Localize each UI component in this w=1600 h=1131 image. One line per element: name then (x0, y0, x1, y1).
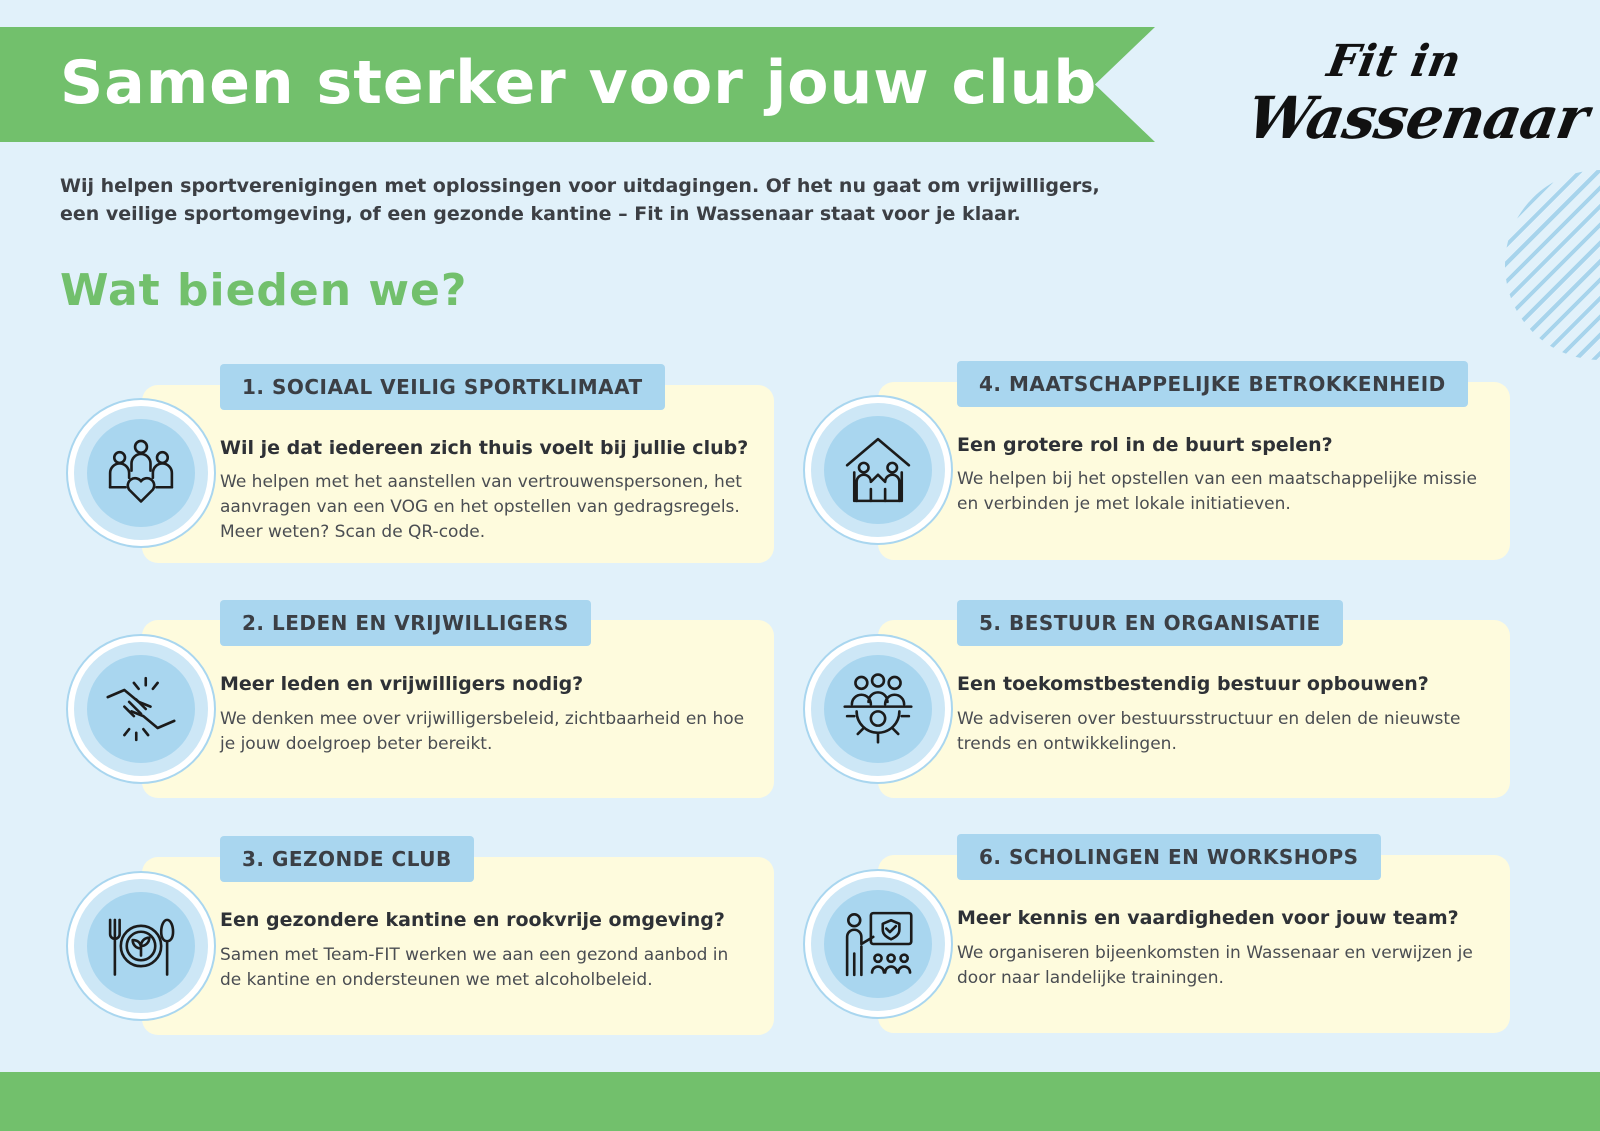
decorative-stripes (1505, 170, 1600, 360)
card-label-2: 2. LEDEN EN VRIJWILLIGERS (220, 600, 591, 646)
icon-badge-4 (803, 395, 953, 545)
card-text-4: We helpen bij het opstellen van een maatschappelijke missie en verbinden je met lokale initiatieven. (957, 469, 1477, 514)
card-label-3: 3. GEZONDE CLUB (220, 836, 474, 882)
card-label-4: 4. MAATSCHAPPELIJKE BETROKKENHEID (957, 361, 1468, 407)
card-text-5: We adviseren over bestuursstructuur en delen de nieuwste trends en ontwikkelingen. (957, 709, 1461, 754)
card-text-2: We denken mee over vrijwilligersbeleid, zichtbaarheid en hoe je jouw doelgroep beter bereikt. (220, 709, 745, 754)
team-gear-icon (840, 671, 916, 747)
section-heading: Wat bieden we? (60, 265, 468, 316)
icon-badge-6 (803, 869, 953, 1019)
card-label-5: 5. BESTUUR EN ORGANISATIE (957, 600, 1343, 646)
card-question-1: Wil je dat iedereen zich thuis voelt bij jullie club? (220, 437, 749, 459)
page-title: Samen sterker voor jouw club (60, 48, 1098, 118)
handshake-icon (103, 671, 179, 747)
icon-badge-5 (803, 634, 953, 784)
logo-line-1: Fit in (1323, 36, 1465, 87)
card-label-6: 6. SCHOLINGEN EN WORKSHOPS (957, 834, 1381, 880)
icon-badge-1 (66, 398, 216, 548)
community-heart-icon (103, 435, 179, 511)
card-question-5: Een toekomstbestendig bestuur opbouwen? (957, 673, 1429, 695)
card-label-1: 1. SOCIAAL VEILIG SPORTKLIMAAT (220, 364, 665, 410)
card-question-3: Een gezondere kantine en rookvrije omgeving? (220, 909, 725, 931)
fit-in-wassenaar-logo (1240, 28, 1593, 153)
footer-bar (0, 1072, 1600, 1131)
healthy-plate-icon (103, 908, 179, 984)
card-question-2: Meer leden en vrijwilligers nodig? (220, 673, 584, 695)
presentation-icon (840, 906, 916, 982)
card-text-6: We organiseren bijeenkomsten in Wassenaar en verwijzen je door naar landelijke trainingen. (957, 943, 1473, 988)
icon-badge-2 (66, 634, 216, 784)
logo-line-2: Wassenaar (1242, 84, 1593, 152)
icon-badge-3 (66, 871, 216, 1021)
intro-text: Wij helpen sportverenigingen met oplossingen voor uitdagingen. Of het nu gaat om vrijwilligers, een veilige sportomgeving, of een gezonde kantine – Fit in Wassenaar staat voor je klaar. (60, 175, 1100, 225)
card-text-3: Samen met Team-FIT werken we aan een gezond aanbod in de kantine en ondersteunen we met alcoholbeleid. (220, 945, 729, 990)
card-question-6: Meer kennis en vaardigheden voor jouw team? (957, 907, 1459, 929)
card-text-1: We helpen met het aanstellen van vertrouwenspersonen, het aanvragen van een VOG en het opstellen van gedragsregels. Meer weten? Scan de QR-code. (220, 472, 742, 542)
community-house-icon (840, 432, 916, 508)
card-question-4: Een grotere rol in de buurt spelen? (957, 434, 1333, 456)
